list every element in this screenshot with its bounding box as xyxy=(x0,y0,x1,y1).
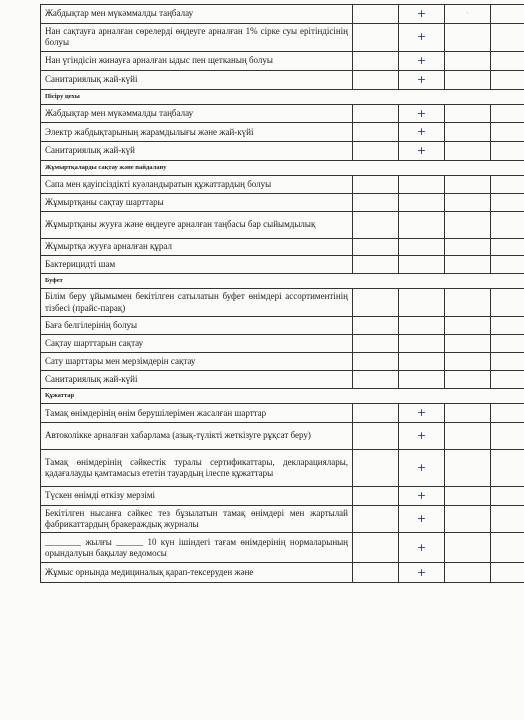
column-a-cell xyxy=(353,212,399,239)
requirement-text: Жұмыс орнында медициналық қарап-тексеруден және xyxy=(41,563,353,583)
compliance-mark-cell xyxy=(399,142,445,161)
column-a-cell xyxy=(353,317,399,335)
compliance-mark-cell xyxy=(399,70,445,89)
column-c-cell xyxy=(445,450,491,487)
column-d-cell xyxy=(491,533,524,563)
checklist-row xyxy=(41,142,524,161)
column-d-cell xyxy=(491,51,524,70)
checklist-row xyxy=(41,450,524,487)
requirement-text: Бекітілген нысанға сәйкес тез бұзылатын тамақ өнімдері мен жартылай фабрикаттардың бракераждық журналы xyxy=(41,505,353,533)
column-d-cell xyxy=(491,335,524,353)
column-d-cell xyxy=(491,104,524,123)
checklist-row xyxy=(41,256,524,274)
requirement-text: Сақтау шарттарын сақтау xyxy=(41,335,353,353)
column-a-cell xyxy=(353,353,399,371)
requirement-text: Сапа мен қауіпсіздікті куәландыратын құжаттардың болуы xyxy=(41,176,353,194)
compliance-mark-cell xyxy=(399,289,445,317)
requirement-text: Санитариялық жай-күй xyxy=(41,142,353,161)
section-title: Жұмыртқаларды сақтау және пайдалану xyxy=(41,160,524,175)
column-a-cell xyxy=(353,123,399,142)
column-d-cell xyxy=(491,5,524,24)
column-d-cell xyxy=(491,23,524,51)
checklist-row xyxy=(41,371,524,389)
plus-mark: + xyxy=(416,540,427,554)
section-header-row xyxy=(41,274,524,289)
checklist-row xyxy=(41,487,524,506)
column-a-cell xyxy=(353,423,399,450)
checklist-row xyxy=(41,353,524,371)
checklist-row xyxy=(41,51,524,70)
plus-mark: + xyxy=(416,489,427,502)
compliance-mark-cell xyxy=(399,335,445,353)
checklist-row xyxy=(41,176,524,194)
section-header-row xyxy=(41,160,524,175)
plus-mark: + xyxy=(416,144,427,158)
column-d-cell xyxy=(491,289,524,317)
checklist-row xyxy=(41,404,524,423)
column-a-cell xyxy=(353,5,399,24)
checklist-row xyxy=(41,317,524,335)
requirement-text: Тамақ өнімдерінің өнім берушілерімен жасалған шарттар xyxy=(41,404,353,423)
column-c-cell xyxy=(445,533,491,563)
column-d-cell xyxy=(491,423,524,450)
checklist-row xyxy=(41,194,524,212)
column-a-cell xyxy=(353,256,399,274)
column-c-cell xyxy=(445,239,491,256)
plus-mark: + xyxy=(416,72,427,86)
column-c-cell xyxy=(445,5,491,24)
checklist-row xyxy=(41,563,524,583)
column-c-cell xyxy=(445,104,491,123)
requirement-text: Жабдықтар мен мүкәммалды таңбалау xyxy=(41,104,353,123)
compliance-mark-cell xyxy=(399,487,445,506)
compliance-mark-cell xyxy=(399,563,445,583)
requirement-text: Сату шарттары мен мерзімдерін сақтау xyxy=(41,353,353,371)
requirement-text: Электр жабдықтарының жарамдылығы және жай-күйі xyxy=(41,123,353,142)
checklist-row xyxy=(41,533,524,563)
column-d-cell xyxy=(491,404,524,423)
requirement-text: Түскен өнімді өткізу мерзімі xyxy=(41,487,353,506)
checklist-row xyxy=(41,70,524,89)
column-d-cell xyxy=(491,256,524,274)
checklist-row xyxy=(41,423,524,450)
column-a-cell xyxy=(353,239,399,256)
column-c-cell xyxy=(445,335,491,353)
column-c-cell xyxy=(445,256,491,274)
column-a-cell xyxy=(353,51,399,70)
column-d-cell xyxy=(491,450,524,487)
requirement-text: Нан сақтауға арналған сөрелерді өңдеуге арналған 1% сірке суы ерітіндісінің болуы xyxy=(41,23,353,51)
column-a-cell xyxy=(353,533,399,563)
compliance-mark-cell xyxy=(399,176,445,194)
column-c-cell xyxy=(445,371,491,389)
compliance-mark-cell xyxy=(399,317,445,335)
plus-mark: + xyxy=(416,461,427,475)
column-c-cell xyxy=(445,194,491,212)
column-c-cell xyxy=(445,123,491,142)
column-c-cell xyxy=(445,176,491,194)
column-d-cell xyxy=(491,194,524,212)
column-a-cell xyxy=(353,505,399,533)
column-a-cell xyxy=(353,563,399,583)
column-d-cell xyxy=(491,317,524,335)
requirement-text: Білім беру ұйымымен бекітілген сатылатын буфет өнімдері ассортиментінің тізбесі (прайс-парақ) xyxy=(41,289,353,317)
column-a-cell xyxy=(353,289,399,317)
column-c-cell xyxy=(445,353,491,371)
requirement-text: Санитариялық жай-күйі xyxy=(41,371,353,389)
inspection-checklist-table xyxy=(40,4,524,583)
compliance-mark-cell xyxy=(399,239,445,256)
compliance-mark-cell xyxy=(399,533,445,563)
compliance-mark-cell xyxy=(399,404,445,423)
column-a-cell xyxy=(353,371,399,389)
section-title: Құжаттар xyxy=(41,389,524,404)
column-d-cell xyxy=(491,70,524,89)
column-a-cell xyxy=(353,142,399,161)
plus-mark: + xyxy=(416,53,427,67)
column-c-cell xyxy=(445,317,491,335)
faint-mark: · xyxy=(466,8,469,19)
column-d-cell xyxy=(491,371,524,389)
column-d-cell xyxy=(491,176,524,194)
plus-mark: + xyxy=(416,125,427,139)
checklist-row xyxy=(41,505,524,533)
checklist-row xyxy=(41,239,524,256)
requirement-text: Нан үгіндісін жинауға арналған ыдыс пен щетканың болуы xyxy=(41,51,353,70)
column-c-cell xyxy=(445,563,491,583)
column-a-cell xyxy=(353,487,399,506)
compliance-mark-cell xyxy=(399,212,445,239)
checklist-row xyxy=(41,5,524,24)
column-d-cell xyxy=(491,505,524,533)
column-c-cell xyxy=(445,505,491,533)
column-d-cell xyxy=(491,487,524,506)
column-a-cell xyxy=(353,176,399,194)
compliance-mark-cell xyxy=(399,5,445,24)
column-c-cell xyxy=(445,23,491,51)
section-header-row xyxy=(41,389,524,404)
compliance-mark-cell xyxy=(399,371,445,389)
requirement-text: Жұмыртқаны жууға және өңдеуге арналған таңбасы бар сыйымдылық xyxy=(41,212,353,239)
plus-mark: + xyxy=(416,30,427,44)
checklist-row xyxy=(41,123,524,142)
plus-mark: + xyxy=(416,7,427,20)
checklist-row xyxy=(41,104,524,123)
plus-mark: + xyxy=(416,429,427,443)
compliance-mark-cell xyxy=(399,505,445,533)
compliance-mark-cell xyxy=(399,194,445,212)
column-a-cell xyxy=(353,404,399,423)
column-d-cell xyxy=(491,212,524,239)
column-a-cell xyxy=(353,335,399,353)
compliance-mark-cell xyxy=(399,353,445,371)
requirement-text: ________ жылғы ______ 10 күн ішіндегі тағам өнімдерінің нормаларының орындалуын бақылау ведомосы xyxy=(41,533,353,563)
checklist-row xyxy=(41,335,524,353)
column-a-cell xyxy=(353,450,399,487)
column-c-cell xyxy=(445,423,491,450)
column-c-cell xyxy=(445,487,491,506)
requirement-text: Тамақ өнімдерінің сәйкестік туралы сертификаттары, декларациялары, қадағалауды қамтамасыз ететін тауардың ілеспе құжаттары xyxy=(41,450,353,487)
column-c-cell xyxy=(445,142,491,161)
section-header-row xyxy=(41,89,524,104)
compliance-mark-cell xyxy=(399,450,445,487)
requirement-text: Бактерицидті шам xyxy=(41,256,353,274)
plus-mark: + xyxy=(416,106,427,120)
column-d-cell xyxy=(491,123,524,142)
compliance-mark-cell xyxy=(399,23,445,51)
checklist-row xyxy=(41,289,524,317)
section-title: Пісіру цехы xyxy=(41,89,524,104)
compliance-mark-cell xyxy=(399,423,445,450)
compliance-mark-cell xyxy=(399,51,445,70)
column-c-cell xyxy=(445,51,491,70)
checklist-row xyxy=(41,212,524,239)
column-d-cell xyxy=(491,142,524,161)
compliance-mark-cell xyxy=(399,104,445,123)
column-c-cell xyxy=(445,404,491,423)
requirement-text: Жұмыртқа жууға арналған құрал xyxy=(41,239,353,256)
column-a-cell xyxy=(353,70,399,89)
requirement-text: Автоколікке арналған хабарлама (азық-түлікті жеткізуге рұқсат беру) xyxy=(41,423,353,450)
plus-mark: + xyxy=(416,512,427,526)
requirement-text: Жұмыртқаны сақтау шарттары xyxy=(41,194,353,212)
compliance-mark-cell xyxy=(399,123,445,142)
column-a-cell xyxy=(353,104,399,123)
section-title: Буфет xyxy=(41,274,524,289)
column-d-cell xyxy=(491,353,524,371)
column-c-cell xyxy=(445,289,491,317)
column-a-cell xyxy=(353,23,399,51)
column-d-cell xyxy=(491,239,524,256)
requirement-text: Санитариялық жай-күйі xyxy=(41,70,353,89)
checklist-row xyxy=(41,23,524,51)
compliance-mark-cell xyxy=(399,256,445,274)
plus-mark: + xyxy=(416,406,427,420)
column-d-cell xyxy=(491,563,524,583)
column-a-cell xyxy=(353,194,399,212)
column-c-cell xyxy=(445,212,491,239)
plus-mark: + xyxy=(416,565,427,579)
page-bottom-edge xyxy=(0,706,524,720)
requirement-text: Жабдықтар мен мүкәммалды таңбалау xyxy=(41,5,353,24)
column-c-cell xyxy=(445,70,491,89)
requirement-text: Баға белгілерінің болуы xyxy=(41,317,353,335)
